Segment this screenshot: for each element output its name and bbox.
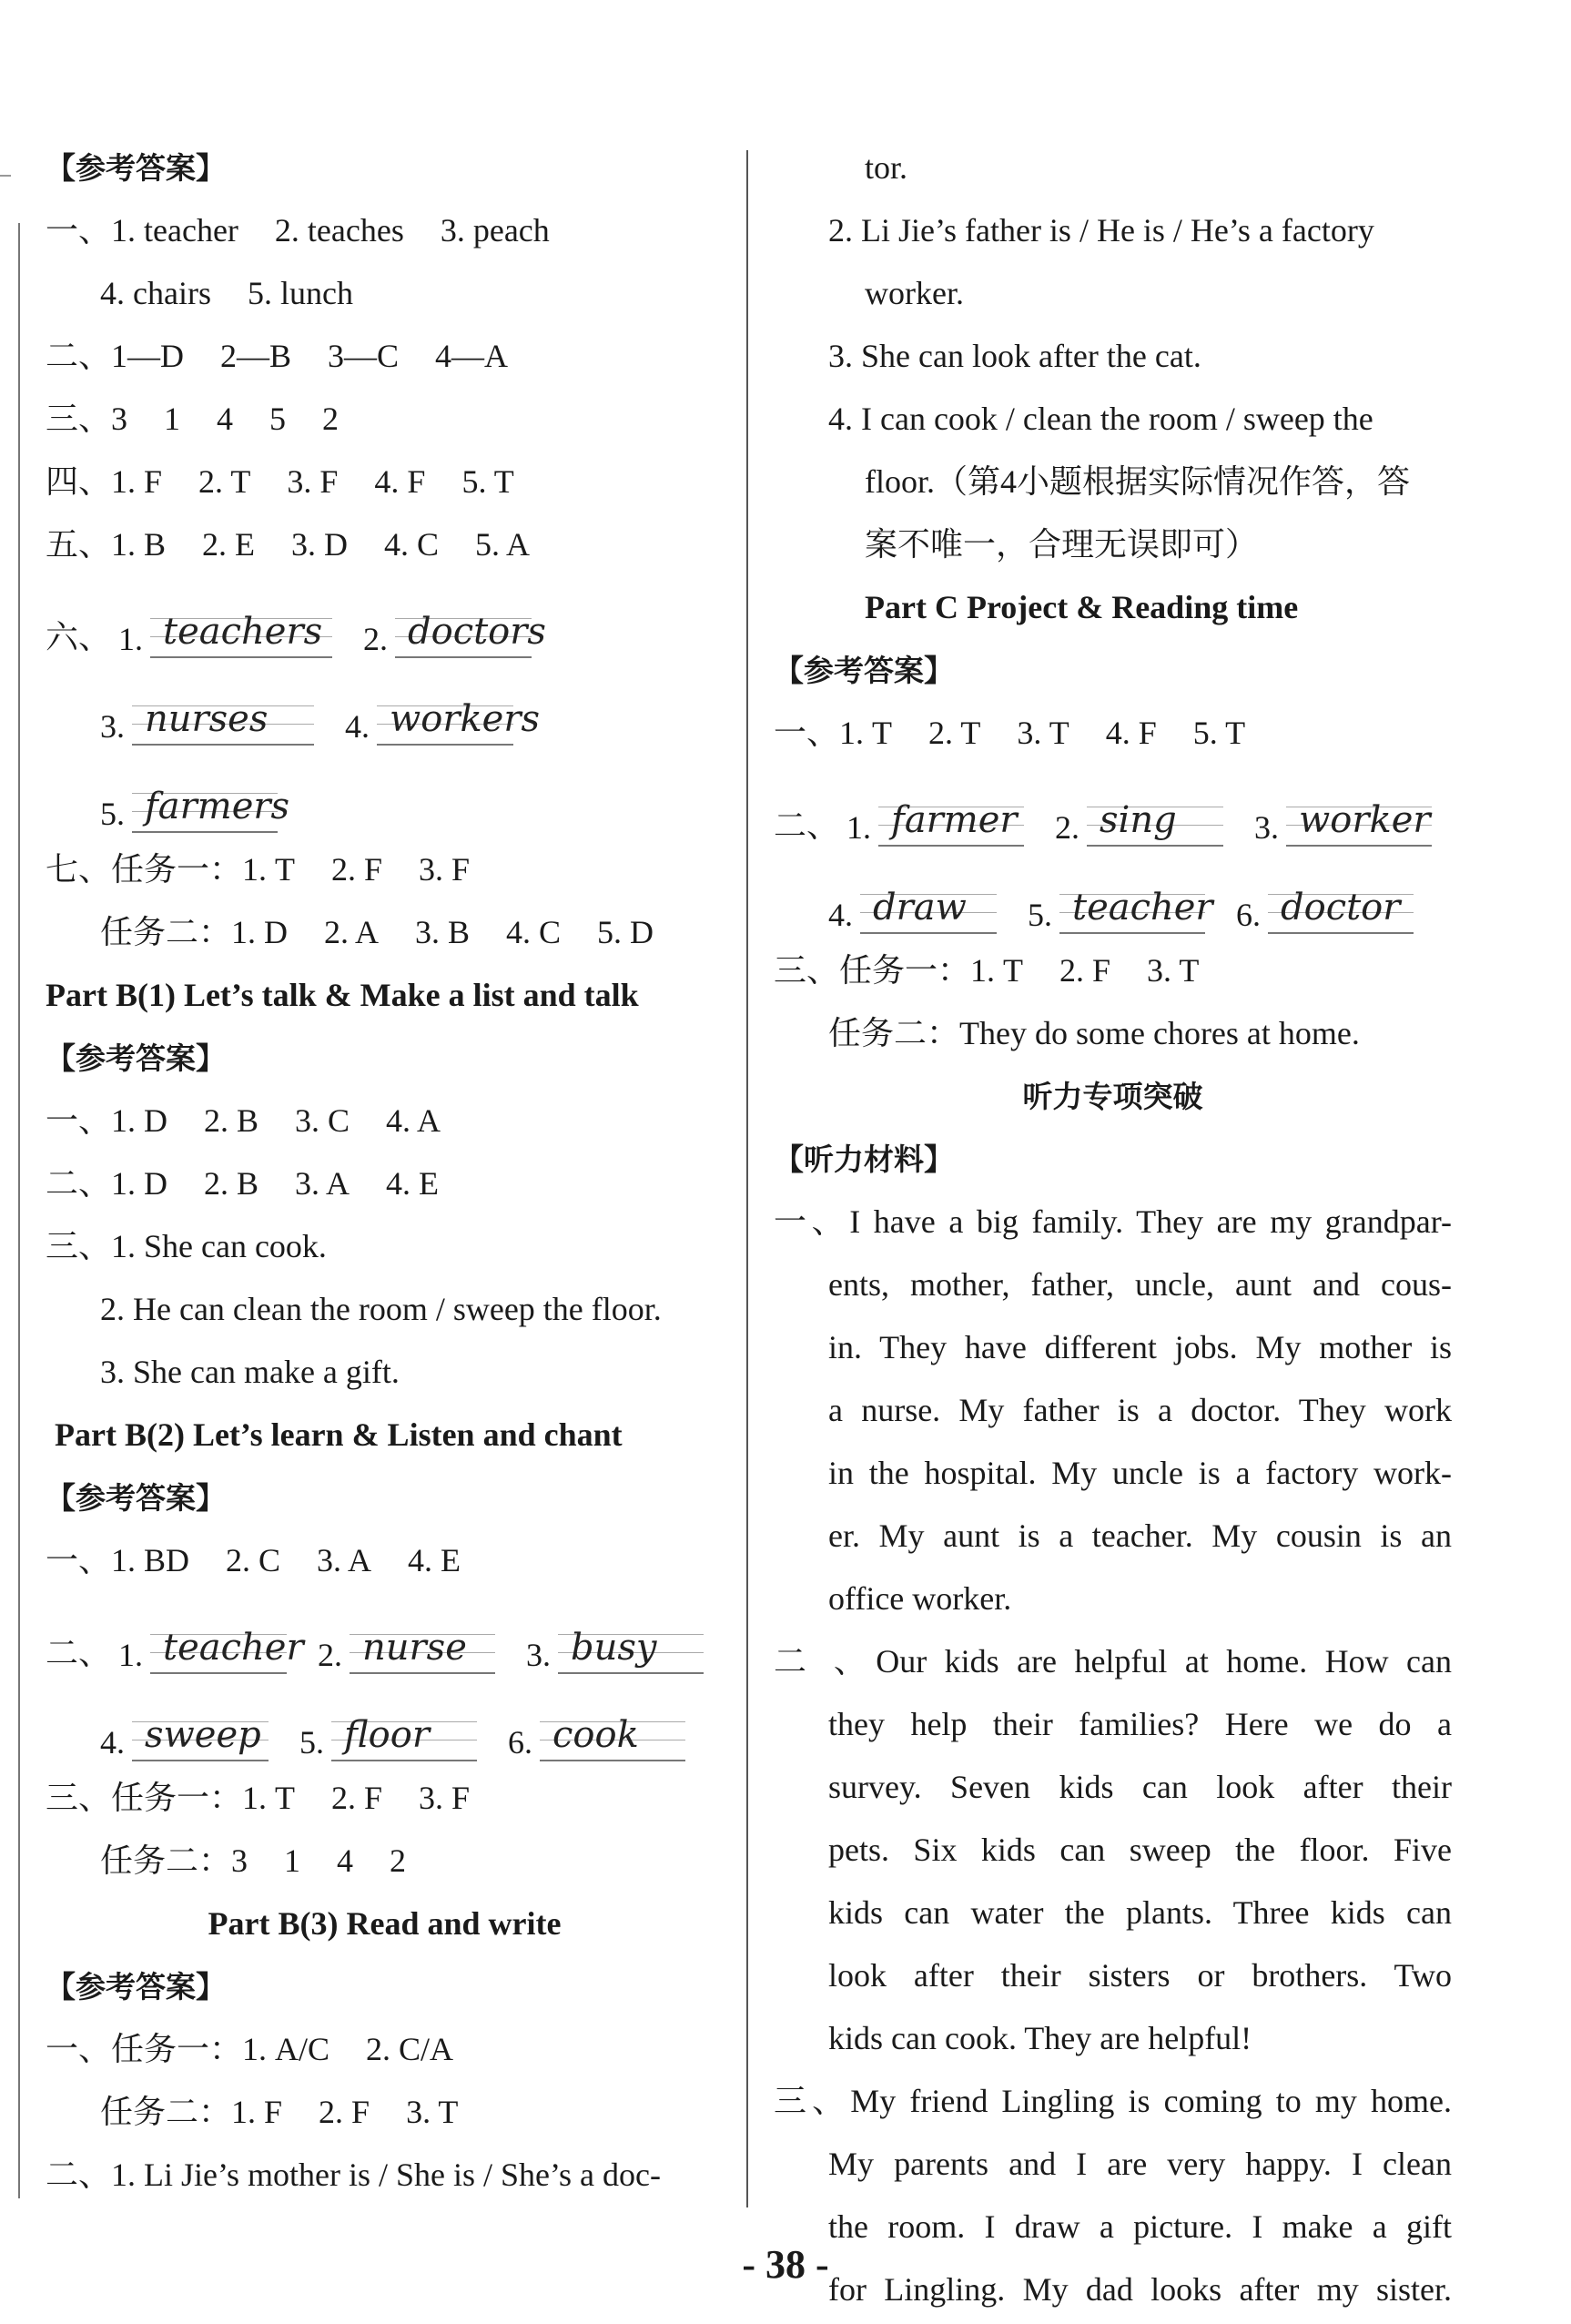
answer-key-heading: 【参考答案】 xyxy=(46,1040,226,1076)
handwritten-answer: sweep xyxy=(145,1714,261,1756)
answer-line: 2. He can clean the room / sweep the floor. xyxy=(100,1291,662,1327)
handwritten-answer: teacher xyxy=(163,1627,304,1669)
left-column xyxy=(46,137,724,2207)
handwritten-answer: floor xyxy=(344,1714,430,1756)
passage-line: kids can water the plants. Three kids can xyxy=(828,1894,1452,1931)
answer-key-heading: 【参考答案】 xyxy=(46,150,226,186)
section-title: Part B(3) Read and write xyxy=(208,1905,562,1942)
passage-line: in. They have different jobs. My mother is xyxy=(828,1329,1452,1365)
section-title: Part B(1) Let’s talk & Make a list and talk xyxy=(46,977,639,1013)
passage-line: er. My aunt is a teacher. My cousin is an xyxy=(828,1517,1452,1554)
margin-dash xyxy=(0,175,11,177)
answer-line: 3. She can look after the cat. xyxy=(828,338,1201,374)
answer-line: 任务二：3 1 4 2 xyxy=(100,1842,407,1879)
handwriting-row: 4. sweep 5. floor 6. cook xyxy=(46,1680,724,1767)
listening-materials-heading: 【听力材料】 xyxy=(774,1142,954,1177)
answer-line: tor. xyxy=(865,149,908,186)
answer-line: 三、任务一：1. T 2. F 3. T xyxy=(774,952,1200,989)
handwritten-answer: nurse xyxy=(362,1627,467,1669)
answer-line: 二、1. D 2. B 3. A 4. E xyxy=(46,1165,440,1202)
passage-line: office worker. xyxy=(828,1580,1012,1617)
answer-line: 二、1—D 2—B 3—C 4—A xyxy=(46,338,509,374)
handwritten-answer: farmers xyxy=(145,786,290,827)
answer-line: 一、任务一：1. A/C 2. C/A xyxy=(46,2031,454,2067)
passage-line: for Lingling. My dad looks after my sister. xyxy=(828,2271,1452,2308)
margin-line xyxy=(18,223,20,2198)
handwriting-row: 二、 1. farmer 2. sing 3. worker xyxy=(774,799,1431,846)
answer-line: 3. She can make a gift. xyxy=(100,1354,400,1390)
handwritten-answer: workers xyxy=(390,698,540,740)
handwritten-answer: teacher xyxy=(1072,887,1213,929)
passage-line: ents, mother, father, uncle, aunt and cous- xyxy=(828,1266,1452,1303)
handwritten-answer: doctor xyxy=(1281,887,1401,929)
page-number: - 38 - xyxy=(742,2242,829,2287)
answer-line: floor.（第4小题根据实际情况作答，答 xyxy=(865,463,1410,500)
answer-line: 三、1. She can cook. xyxy=(46,1228,327,1264)
answer-line: 二、1. Li Jie’s mother is / She is / She’s a doc- xyxy=(46,2157,661,2193)
answer-line: 五、1. B 2. E 3. D 4. C 5. A xyxy=(46,526,531,563)
passage-line: My parents and I are very happy. I clean xyxy=(828,2146,1452,2182)
answer-line: worker. xyxy=(865,275,964,311)
section-title: Part B(2) Let’s learn & Listen and chant xyxy=(55,1416,623,1453)
answer-line: 案不唯一，合理无误即可） xyxy=(865,526,1259,563)
answer-line: 一、1. BD 2. C 3. A 4. E xyxy=(46,1542,461,1578)
answer-key-heading: 【参考答案】 xyxy=(46,1480,226,1516)
passage-line: they help their families? Here we do a xyxy=(828,1706,1452,1742)
answer-line: 七、任务一：1. T 2. F 3. F xyxy=(46,851,471,888)
right-column xyxy=(774,137,1452,2321)
handwritten-answer: doctors xyxy=(408,611,546,653)
answer-line: 任务二：1. F 2. F 3. T xyxy=(100,2094,459,2130)
answer-line: 一、1. teacher 2. teaches 3. peach xyxy=(46,212,550,249)
passage-line: a nurse. My father is a doctor. They work xyxy=(828,1392,1452,1428)
handwritten-answer: worker xyxy=(1299,799,1431,841)
answer-key-heading: 【参考答案】 xyxy=(774,653,954,688)
handwriting-row: 4. draw 5. teacher 6. doctor xyxy=(774,852,1452,939)
handwriting-row: 二、 1. teacher 2. nurse 3. busy xyxy=(46,1592,724,1680)
column-divider xyxy=(746,150,748,2207)
handwriting-row: 六、 1. teachers 2. doctors xyxy=(46,611,546,657)
passage-line: 二 、Our kids are helpful at home. How can xyxy=(774,1643,1452,1680)
handwriting-row: 5. farmers xyxy=(100,786,290,832)
handwritten-answer: teachers xyxy=(163,611,323,653)
handwritten-answer: draw xyxy=(873,887,967,929)
handwritten-answer: cook xyxy=(552,1714,639,1756)
listening-section-title: 听力专项突破 xyxy=(1022,1079,1203,1114)
passage-line: kids can cook. They are helpful! xyxy=(828,2020,1252,2056)
passage-line: the room. I draw a picture. I make a gift xyxy=(828,2208,1452,2245)
handwriting-row: 3. nurses 4. workers xyxy=(100,698,540,745)
passage-line: pets. Six kids can sweep the floor. Five xyxy=(828,1832,1452,1868)
answer-line: 一、1. D 2. B 3. C 4. A xyxy=(46,1102,441,1139)
section-title: Part C Project & Reading time xyxy=(865,589,1299,625)
passage-line: look after their sisters or brothers. Two xyxy=(828,1957,1452,1994)
answer-line: 4. chairs 5. lunch xyxy=(100,275,353,311)
answer-line: 一、1. T 2. T 3. T 4. F 5. T xyxy=(774,715,1246,751)
answer-line: 任务二：1. D 2. A 3. B 4. C 5. D xyxy=(100,914,654,950)
answer-line: 三、3 1 4 5 2 xyxy=(46,401,340,437)
answer-key-heading: 【参考答案】 xyxy=(46,1969,226,2004)
handwritten-answer: nurses xyxy=(145,698,269,740)
answer-line: 4. I can cook / clean the room / sweep the xyxy=(828,401,1373,437)
passage-line: 三、My friend Lingling is coming to my home. xyxy=(774,2083,1452,2119)
answer-line: 三、任务一：1. T 2. F 3. F xyxy=(46,1780,471,1816)
handwritten-answer: farmer xyxy=(891,799,1018,841)
answer-line: 四、1. F 2. T 3. F 4. F 5. T xyxy=(46,463,514,500)
handwritten-answer: sing xyxy=(1100,799,1177,841)
passage-line: survey. Seven kids can look after their xyxy=(828,1769,1452,1805)
answer-line: 任务二：They do some chores at home. xyxy=(828,1015,1360,1051)
passage-line: in the hospital. My uncle is a factory work- xyxy=(828,1455,1452,1491)
passage-line: 一、I have a big family. They are my grandpar- xyxy=(774,1203,1452,1240)
handwritten-answer: busy xyxy=(571,1627,657,1669)
answer-line: 2. Li Jie’s father is / He is / He’s a factory xyxy=(828,212,1374,249)
